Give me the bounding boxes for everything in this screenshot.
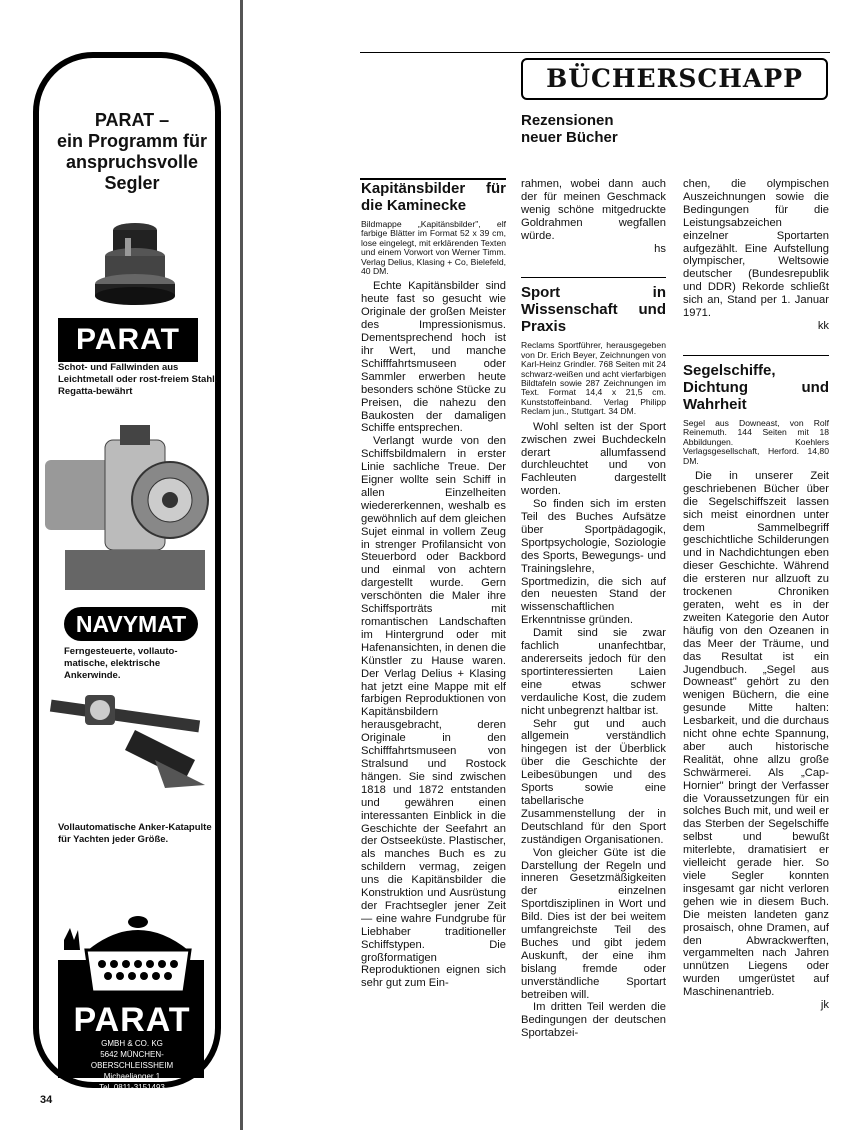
ad-text-winches: Schot- und Fallwinden aus Leichtmetall oder rost-freiem Stahl. Regatta-bewährt [58,362,218,397]
parat-footer-name: PARAT [73,1001,191,1039]
parat-footer-city: 5642 MÜNCHEN-OBERSCHLEISSHEIM [90,1050,174,1070]
column-2 [521,178,666,1040]
review1-signature: hs [654,242,666,255]
parat-pot-logo [58,900,204,1008]
review3-title: Segelschiffe, Dichtung und Wahrheit [683,361,829,413]
parat-footer-phone: Tel. 0811-3151493 [99,1083,165,1092]
review2-paragraph: Damit sind sie zwar fachlich unanfechtbar, andererseits jedoch für den sportinteressierten Laien eine etwas schwer verdauliche Kost, die zudem nicht unbegrenzt haltbar ist. [521,627,666,717]
parat-footer-company: GMBH & CO. KG [101,1039,163,1048]
review3-signature: jk [820,999,829,1012]
review3-meta: Segel aus Downeast, von Rolf Reinemuth. 144 Seiten mit 18 Abbildungen. Koehlers Verlagsgesellschaft, Herford. 14,80 DM. [683,417,829,466]
review2-paragraph: So finden sich im ersten Teil des Buches Aufsätze über Sportpädagogik, Sportpsychologie, Soziologie des Sports, Bewegungs- und Trainingslehre, Sportmedizin, die sich auf den neuesten Stand der wissenschaftlichen Erkenntnisse gründen. [521,498,666,627]
review3-paragraph: Die in unserer Zeit geschriebenen Bücher über die Segelschiffszeit lassen sich meist einordnen unter dem Sammelbegriff geschichtliche Schilderungen und in Nachdichtungen eben dieser Geschichte. Während die ersteren nur allzuoft zu trockenen Chroniken geraten, weht es in der zweiten Kategorie den Autor häufig von den Ozeanen in das Meer der Träume, und das Resultat ist ein Jugendbuch. „Segel aus Downeast" gehört zu den wenigen Büchern, die eine gesunde Mitte halten: Lesbarkeit, und die durchaus nicht ohne echte Spannung, aber auch historische Realität, ohne allzu große Schwärmerei. Als „Cap-Hornier" bringt der Verfasser die Voraussetzungen für ein solches Buch mit, und weil er das Sterben der Segelschiffe selbst und bewußt miterlebte, dramatisiert er vielleicht gerade hier. So viele Segler konnten insgesamt gar nicht verloren gehen wie in diesem Buch. Die meisten landeten ganz prosaisch, ohne Dramen, auf den Abwrackwerften, vergammelten nach Jahren unnützen Liegens oder wurden umgerüstet auf Maschinenantrieb. [683,469,829,999]
review2-meta: Reclams Sportführer, herausgegeben von Dr. Erich Beyer, Zeichnungen von Karl-Heinz Grindler. 768 Seiten mit 24 schwarz-weißen und acht vierfarbigen Bildtafeln sowie 287 Zeichnungen im Text. Format 14,4 x 21,5 cm. Kunststoffeinband. Verlag Philipp Reclam jun., Stuttgart. 34 DM. [521,340,666,417]
page-gutter-line [240,0,243,1130]
navymat-logo-box: NAVYMAT [64,607,198,641]
anchor-windlass-image [45,420,215,595]
column3-rule [683,355,829,356]
review1-title: Kapitänsbilder für die Kaminecke [361,180,506,214]
parat-logo-box: PARAT [58,318,198,362]
review2-paragraph: Im dritten Teil werden die Bedingungen der deutschen Sportabzei- [521,1001,666,1040]
review2-title: Sport in Wissenschaft und Praxis [521,284,666,336]
review1-paragraph: Echte Kapitänsbilder sind heute fast so gesucht wie Originale der großen Meister des Impressionismus. Dementsprechend hoch ist ihr Wert, und manche Schifffahrtsmuseen oder Sammler erwerben heute besonders schöne Stücke zu Preisen, die nahezu den Baukosten der damaligen Schiffe entsprechen. [361,280,506,435]
review2-paragraph: Von gleicher Güte ist die Darstellung der Regeln und inneren Gesetzmäßigkeiten der einzelnen Sportdisziplinen in Wort und Bild. Dies ist der bei weitem umfangreichste Teil des Buches und gibt jedem Auskunft, der eine ihm bislang fremde oder unverständliche Sportart betreiben will. [521,846,666,1001]
subtitle-line-1: Rezensionen [521,112,614,129]
ad-text-windlass: Ferngesteuerte, vollauto-matische, elektrische Ankerwinde. [64,646,178,681]
top-rule [360,52,830,53]
review1-paragraph-continued: rahmen, wobei dann auch der für meinen Geschmack wenig schöne mitgedruckte Goldrahmen wegfallen würde. [521,178,666,242]
review1-meta: Bildmappe „Kapitänsbilder", elf farbige Blätter im Format 52 x 39 cm, lose eingelegt, mit erklärenden Texten und einem Vorwort von Werner Timm. Verlag Delius, Klasing + Co, Bielefeld, 40 DM. [361,219,506,277]
ad-text-catapult: Vollautomatische Anker-Katapulte für Yachten jeder Größe. [58,822,212,845]
review1-paragraph: Verlangt wurde von den Schiffsbildmalern in erster Linie sachliche Treue. Der Eigner wollte sein Schiff in allen Einzelheiten wiedererkennen, weshalb es gewöhnlich auf dem gleichen Sujet einmal in vollem Zeug in strenger Profilansicht von Steuerbord oder Backbord und einmal von achtern dargestellt wurde. Gern verschönten die Maler ihre Schiffsporträts mit romantischen Landschaften im Hintergrund oder mit Hafenansichten, in denen die Künstler zu Hause waren. Der Verlag Delius + Klasing hat jetzt eine Mappe mit elf farbigen Reproduktionen von Kapitänsbildern herausgebracht, deren Originale in den Schifffahrtsmuseen von Stralsund und Rostock hängen. Sie sind zwischen 1818 und 1872 entstanden und gewähren einen interessanten Einblick in die Geschichte der Seefahrt an der Ostseeküste. Plastischer, als manches Buch es zu schildern vermag, zeigen uns die Kapitänsbilder die Konstruktion und Ausrüstung der Frachtsegler jener Zeit — eine wahre Fundgrube für Liebhaber traditioneller Schiffstypen. Die großformatigen Reproduktionen eignen sich sehr gut zum Ein- [361,435,506,990]
column-3 [683,178,829,1012]
subtitle-line-2: neuer Bücher [521,129,618,146]
sail-winch-image [85,218,185,308]
section-subtitle [521,112,618,146]
parat-footer-street: Michaelianger 1 [103,1072,161,1081]
page-number: 34 [40,1094,53,1106]
column-1 [361,180,506,990]
review2-paragraph: Sehr gut und auch allgemein verständlich hingegen ist der Überblick über die Geschichte der Leibesübungen und des Sports sowie eine tabellarische Zusammenstellung der in Deutschland für den Sport zuständigen Organisationen. [521,717,666,846]
section-title: BÜCHERSCHAPP [521,58,828,100]
ad-headline: PARAT – ein Programm für anspruchsvolle Segler [56,110,208,193]
parat-footer [62,1002,202,1093]
anchor-catapult-image [45,690,215,790]
column2-rule [521,277,666,278]
review2-paragraph: Wohl selten ist der Sport zwischen zwei Buchdeckeln derart allumfassend durchleuchtet und von Fachleuten dargestellt worden. [521,420,666,498]
review2-signature: kk [817,319,829,332]
review2-paragraph-continued: chen, die olympischen Auszeichnungen sowie die Bedingungen für die Leistungsabzeichen einzelner Sportarten aufgezählt. Eine Aufstellung olympischer, Weltsowie deutscher (Bundesrepublik und DDR) Rekorde schließt sich an, Stand per 1. Januar 1971. [683,178,829,320]
